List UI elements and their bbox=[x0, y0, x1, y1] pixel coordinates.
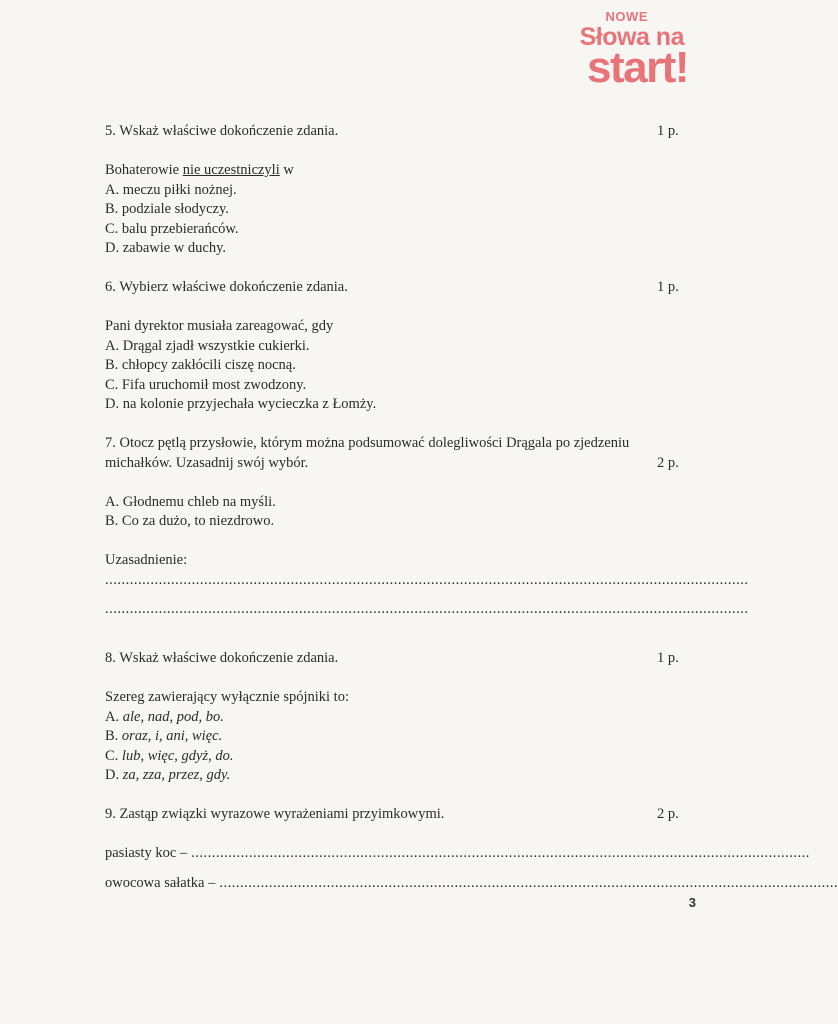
question-9-header bbox=[105, 805, 695, 825]
question-8-header bbox=[105, 649, 695, 669]
question-6-points: 1 p. bbox=[657, 279, 679, 295]
question-7-answer-line-1[interactable]: ............................................................................................................................................................ bbox=[105, 571, 749, 588]
question-8-option-c[interactable] bbox=[105, 747, 695, 767]
question-7-option-a[interactable]: A. Głodnemu chleb na myśli. bbox=[105, 493, 276, 510]
question-5-stem-underlined: nie uczestniczyli bbox=[182, 162, 280, 178]
question-7-header bbox=[105, 454, 695, 474]
question-8-option-d[interactable] bbox=[105, 766, 695, 786]
question-6-header bbox=[105, 278, 695, 298]
question-8-stem: Szereg zawierający wyłącznie spójniki to: bbox=[105, 689, 349, 705]
question-5-header bbox=[105, 122, 695, 142]
option-text: oraz, i, ani, więc. bbox=[121, 728, 223, 744]
question-7-option-b[interactable]: B. Co za dużo, to niezdrowo. bbox=[105, 513, 275, 529]
option-text: za, zza, przez, gdy. bbox=[122, 767, 231, 783]
question-5-title: 5. Wskaż właściwe dokończenie zdania. bbox=[105, 123, 339, 139]
question-7-title-line-1: 7. Otocz pętlą przysłowie, którym można podsumować dolegliwości Drągala po zjedzeniu bbox=[105, 435, 630, 451]
question-9-points: 2 p. bbox=[657, 806, 679, 822]
question-9-item-1-answer-line[interactable]: ...................................................................................................................................................... bbox=[191, 845, 810, 861]
worksheet-content bbox=[105, 122, 838, 893]
question-9-item-1[interactable] bbox=[105, 844, 810, 864]
question-6-option-a[interactable]: A. Drągal zjadł wszystkie cukierki. bbox=[105, 337, 310, 354]
question-5-option-a[interactable]: A. meczu piłki nożnej. bbox=[105, 181, 237, 198]
question-5-stem bbox=[105, 161, 695, 181]
question-5-stem-after: w bbox=[279, 162, 294, 178]
question-9-item-2-answer-line[interactable]: ...................................................................................................................................................... bbox=[219, 874, 838, 891]
question-9-title: 9. Zastąp związki wyrazowe wyrażeniami przyimkowymi. bbox=[105, 806, 445, 822]
question-9-item-1-label: pasiasty koc – bbox=[105, 845, 188, 861]
question-5-stem-before: Bohaterowie bbox=[105, 162, 183, 178]
question-7-title-line-2: michałków. Uzasadnij swój wybór. bbox=[105, 454, 309, 471]
question-9-item-2[interactable] bbox=[105, 874, 838, 894]
logo-line-slowa: Słowa na bbox=[579, 23, 684, 51]
option-letter: A. bbox=[105, 708, 120, 725]
question-8-title: 8. Wskaż właściwe dokończenie zdania. bbox=[105, 650, 339, 666]
option-letter: D. bbox=[105, 767, 120, 783]
option-letter: B. bbox=[105, 728, 119, 744]
question-7-answer-line-2[interactable]: ............................................................................................................................................................ bbox=[105, 601, 749, 617]
option-letter: C. bbox=[105, 747, 119, 764]
question-6-option-b[interactable]: B. chłopcy zakłócili ciszę nocną. bbox=[105, 357, 296, 373]
question-6-title: 6. Wybierz właściwe dokończenie zdania. bbox=[105, 279, 348, 295]
question-8-option-b[interactable] bbox=[105, 727, 695, 747]
question-7-points: 2 p. bbox=[657, 454, 679, 471]
logo-line-start: start! bbox=[586, 43, 688, 92]
question-7-justification-label: Uzasadnienie: bbox=[105, 552, 188, 568]
publisher-logo bbox=[538, 10, 688, 90]
question-5-points: 1 p. bbox=[657, 123, 679, 139]
question-8-points: 1 p. bbox=[657, 650, 679, 666]
question-9-item-2-label: owocowa sałatka – bbox=[105, 874, 216, 891]
question-6-option-c[interactable]: C. Fifa uruchomił most zwodzony. bbox=[105, 376, 307, 393]
question-5-option-b[interactable]: B. podziale słodyczy. bbox=[105, 201, 229, 217]
page-number: 3 bbox=[688, 895, 696, 910]
option-text: ale, nad, pod, bo. bbox=[122, 708, 224, 725]
question-6-option-d[interactable]: D. na kolonie przyjechała wycieczka z Łomży. bbox=[105, 396, 377, 412]
question-6-stem: Pani dyrektor musiała zareagować, gdy bbox=[105, 318, 334, 334]
question-5-option-d[interactable]: D. zabawie w duchy. bbox=[105, 240, 227, 256]
option-text: lub, więc, gdyż, do. bbox=[121, 747, 234, 764]
logo-line-nowe: NOWE bbox=[605, 9, 648, 24]
question-5-option-c[interactable]: C. balu przebierańców. bbox=[105, 220, 239, 237]
question-8-option-a[interactable] bbox=[105, 708, 695, 728]
